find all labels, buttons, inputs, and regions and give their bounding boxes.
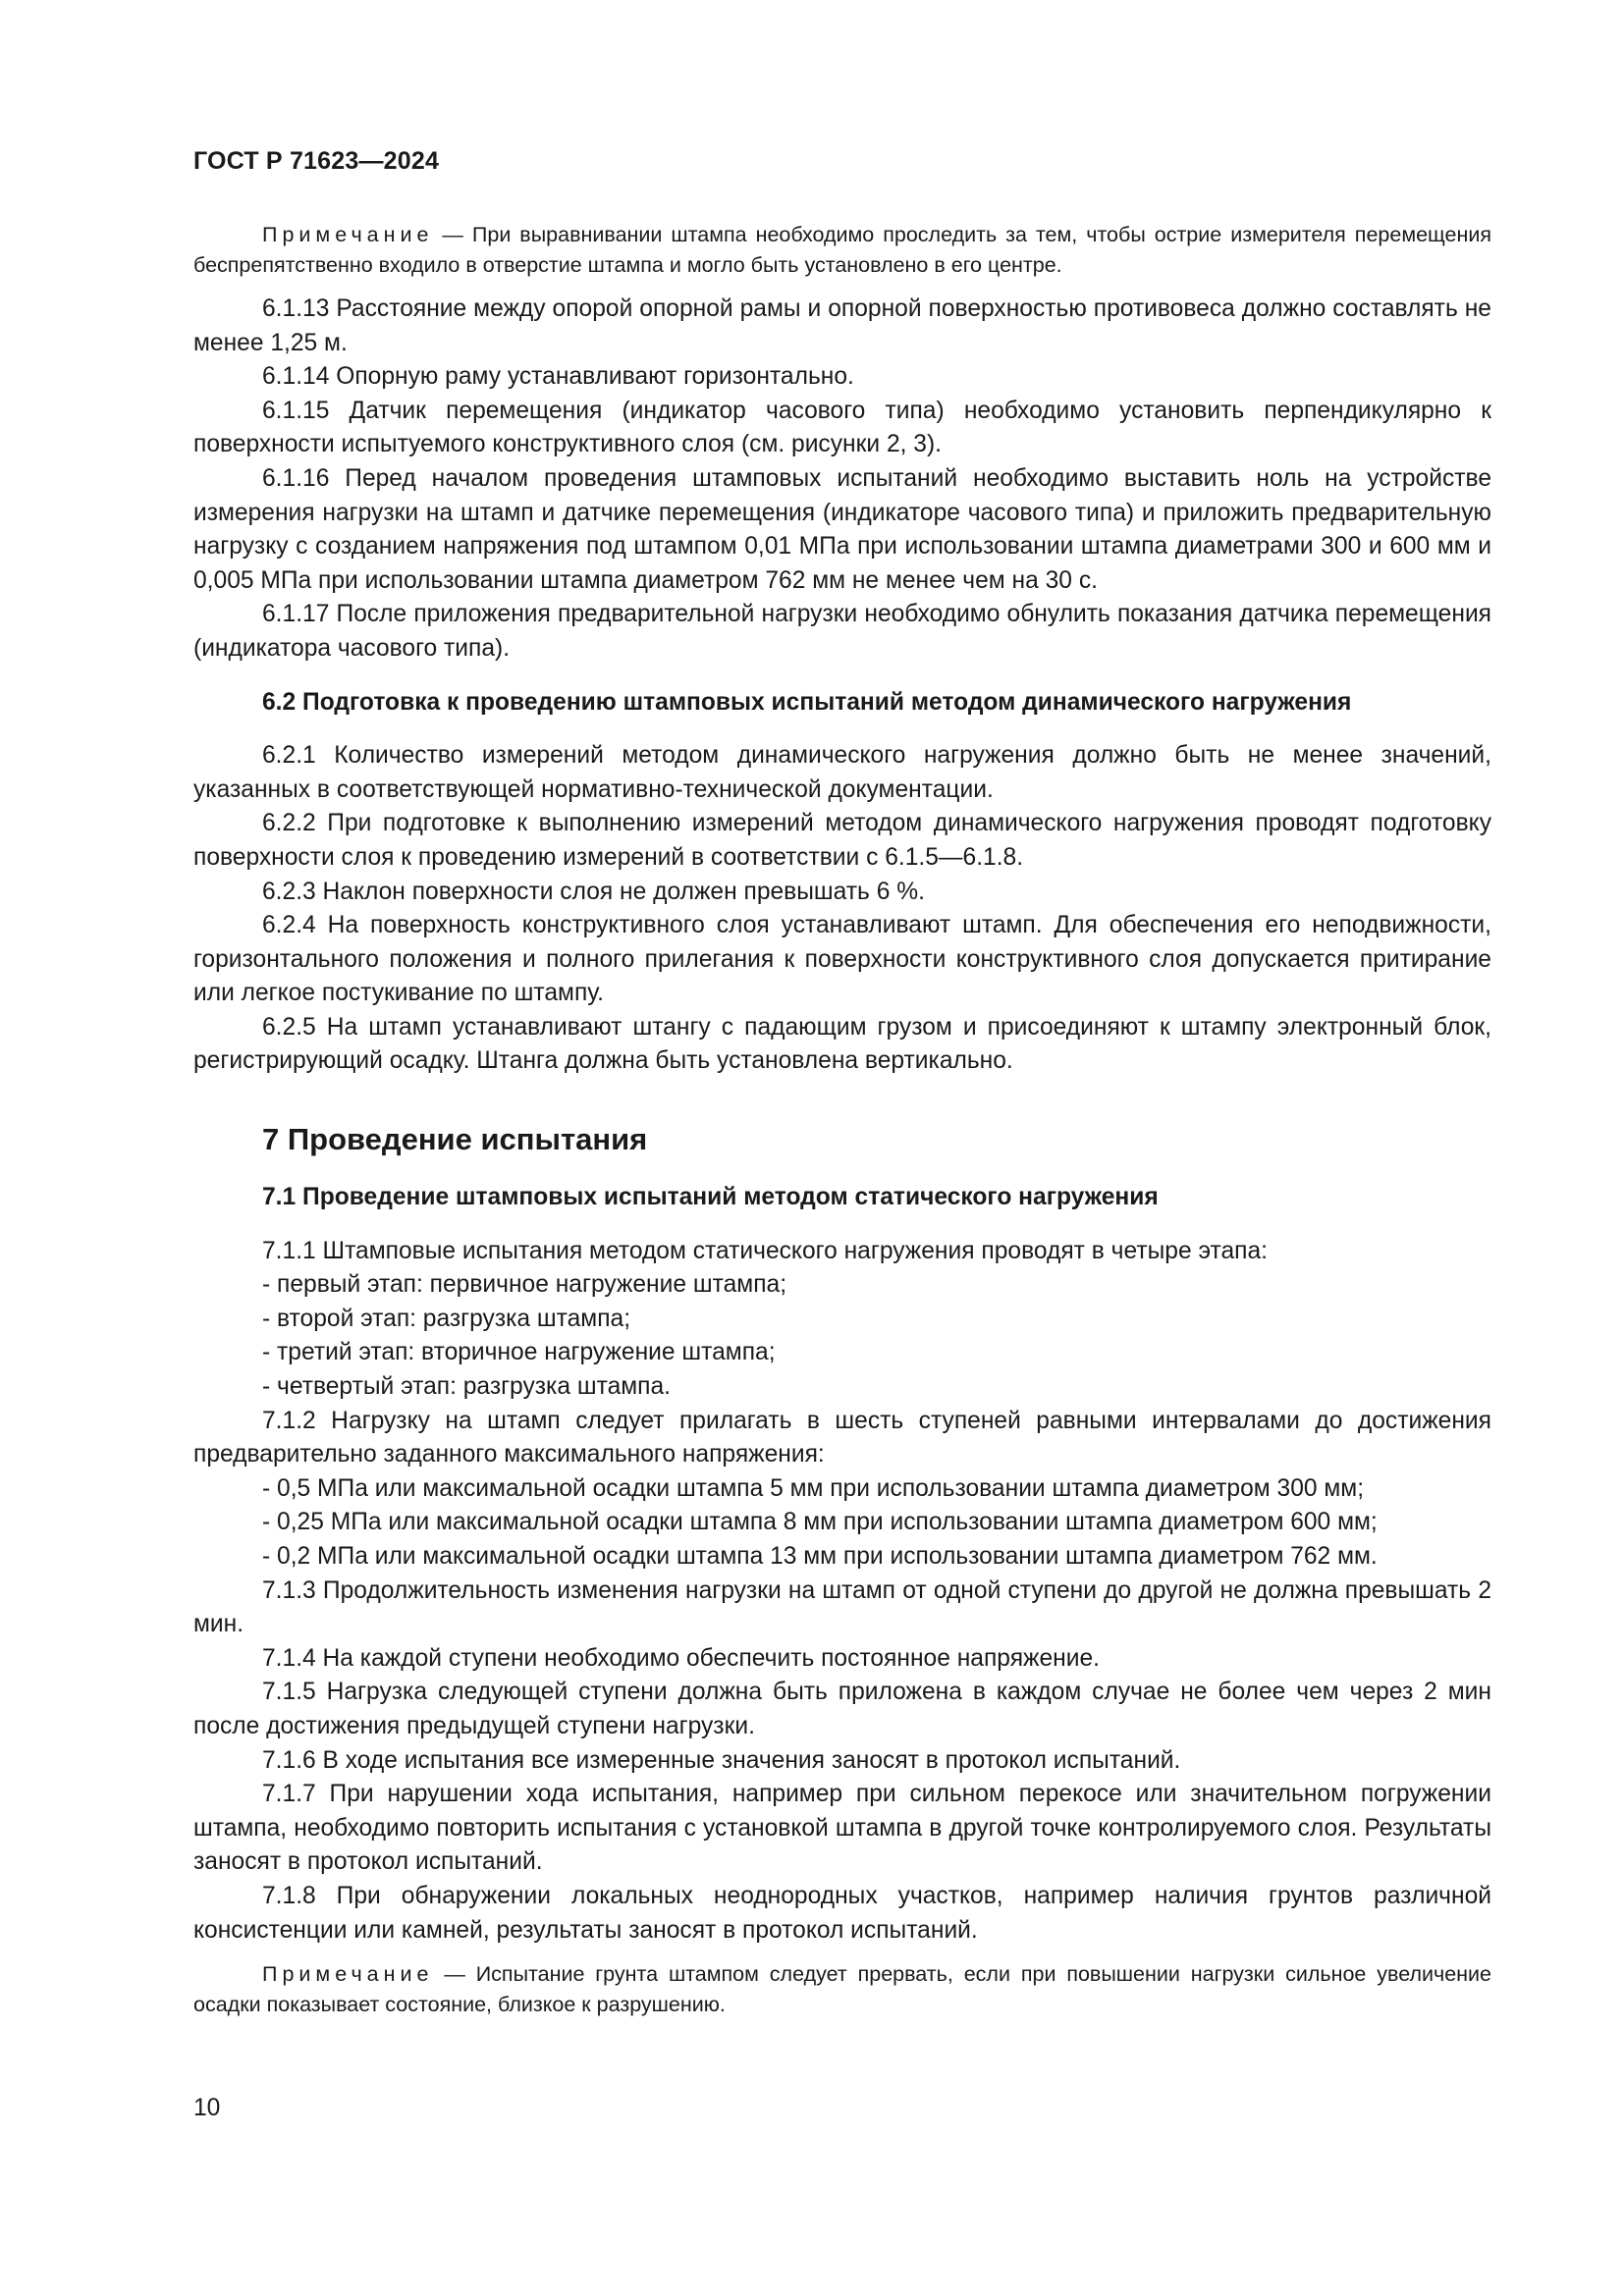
- paragraph-6-1-16: 6.1.16 Перед началом проведения штамповых испытаний необходимо выставить ноль на устройстве измерения нагрузки на штамп и датчике перемещения (индикаторе часового типа) и приложить предварительную нагрузку с созданием напряжения под штампом 0,01 МПа при использовании штампа диаметрами 300 и 600 мм и 0,005 МПа при использовании штампа диаметром 762 мм не менее чем на 30 с.: [193, 464, 1491, 594]
- paragraph-6-2-5: 6.2.5 На штамп устанавливают штангу с падающим грузом и присоединяют к штампу электронный блок, регистрирующий осадку. Штанга должна быть установлена вертикально.: [193, 1013, 1491, 1075]
- document-header: ГОСТ Р 71623—2024: [193, 147, 440, 175]
- list-item: - четвертый этап: разгрузка штампа.: [262, 1373, 671, 1401]
- list-item: - второй этап: разгрузка штампа;: [262, 1305, 631, 1332]
- list-item: - первый этап: первичное нагружение штампа;: [262, 1271, 787, 1299]
- paragraph-7-1-2: 7.1.2 Нагрузку на штамп следует прилагать в шесть ступеней равными интервалами до достижения предварительно заданного максимального напряжения:: [193, 1407, 1491, 1468]
- paragraph-6-2-3: 6.2.3 Наклон поверхности слоя не должен превышать 6 %.: [262, 878, 925, 905]
- paragraph-7-1-5: 7.1.5 Нагрузка следующей ступени должна быть приложена в каждом случае не более чем через 2 мин после достижения предыдущей ступени нагрузки.: [193, 1679, 1491, 1739]
- list-item: - третий этап: вторичное нагружение штампа;: [262, 1339, 776, 1366]
- paragraph-6-1-14: 6.1.14 Опорную раму устанавливают горизонтально.: [262, 363, 854, 391]
- note-text: — При выравнивании штампа необходимо проследить за тем, чтобы острие измерителя перемещения беспрепятственно входило в отверстие штампа и могло быть установлено в его центре.: [193, 223, 1491, 277]
- paragraph-7-1-8: 7.1.8 При обнаружении локальных неоднородных участков, например наличия грунтов различной консистенции или камней, результаты заносят в протокол испытаний.: [193, 1882, 1491, 1944]
- section-heading-6-2: 6.2 Подготовка к проведению штамповых испытаний методом динамического нагружения: [262, 688, 1352, 716]
- note-label: Примечание: [262, 1962, 434, 1987]
- note-paragraph: [193, 220, 1491, 281]
- note-paragraph: [193, 1959, 1491, 2020]
- section-heading-7: 7 Проведение испытания: [262, 1122, 648, 1157]
- paragraph-6-1-13: 6.1.13 Расстояние между опорой опорной рамы и опорной поверхностью противовеса должно составлять не менее 1,25 м.: [193, 295, 1491, 356]
- list-item: - 0,2 МПа или максимальной осадки штампа 13 мм при использовании штампа диаметром 762 мм.: [262, 1543, 1378, 1570]
- note-text: — Испытание грунта штампом следует прервать, если при повышении нагрузки сильное увеличение осадки показывает состояние, близкое к разрушению.: [193, 1962, 1491, 2017]
- paragraph-7-1-4: 7.1.4 На каждой ступени необходимо обеспечить постоянное напряжение.: [262, 1644, 1100, 1672]
- paragraph-7-1-1: 7.1.1 Штамповые испытания методом статического нагружения проводят в четыре этапа:: [262, 1237, 1268, 1264]
- paragraph-6-2-2: 6.2.2 При подготовке к выполнению измерений методом динамического нагружения проводят подготовку поверхности слоя к проведению измерений в соответствии с 6.1.5—6.1.8.: [193, 810, 1491, 871]
- paragraph-6-2-4: 6.2.4 На поверхность конструктивного слоя устанавливают штамп. Для обеспечения его неподвижности, горизонтального положения и полного прилегания к поверхности конструктивного слоя допускается притирание или легкое постукивание по штампу.: [193, 912, 1491, 1007]
- paragraph-6-2-1: 6.2.1 Количество измерений методом динамического нагружения должно быть не менее значений, указанных в соответствующей нормативно-технической документации.: [193, 742, 1491, 803]
- page-content: [193, 220, 1491, 2020]
- list-item: - 0,25 МПа или максимальной осадки штампа 8 мм при использовании штампа диаметром 600 мм;: [262, 1509, 1378, 1536]
- section-heading-7-1: 7.1 Проведение штамповых испытаний методом статического нагружения: [262, 1184, 1159, 1211]
- paragraph-6-1-15: 6.1.15 Датчик перемещения (индикатор часового типа) необходимо установить перпендикулярно к поверхности испытуемого конструктивного слоя (см. рисунки 2, 3).: [193, 397, 1491, 458]
- paragraph-7-1-3: 7.1.3 Продолжительность изменения нагрузки на штамп от одной ступени до другой не должна превышать 2 мин.: [193, 1576, 1491, 1638]
- page-number: 10: [193, 2095, 221, 2121]
- paragraph-7-1-6: 7.1.6 В ходе испытания все измеренные значения заносят в протокол испытаний.: [262, 1746, 1181, 1774]
- paragraph-7-1-7: 7.1.7 При нарушении хода испытания, например при сильном перекосе или значительном погружении штампа, необходимо повторить испытания с установкой штампа в другой точке контролируемого слоя. Результаты заносят в протокол испытаний.: [193, 1781, 1491, 1876]
- list-item: - 0,5 МПа или максимальной осадки штампа 5 мм при использовании штампа диаметром 300 мм;: [262, 1474, 1365, 1502]
- paragraph-6-1-17: 6.1.17 После приложения предварительной нагрузки необходимо обнулить показания датчика перемещения (индикатора часового типа).: [193, 601, 1491, 662]
- note-label: Примечание: [262, 223, 434, 246]
